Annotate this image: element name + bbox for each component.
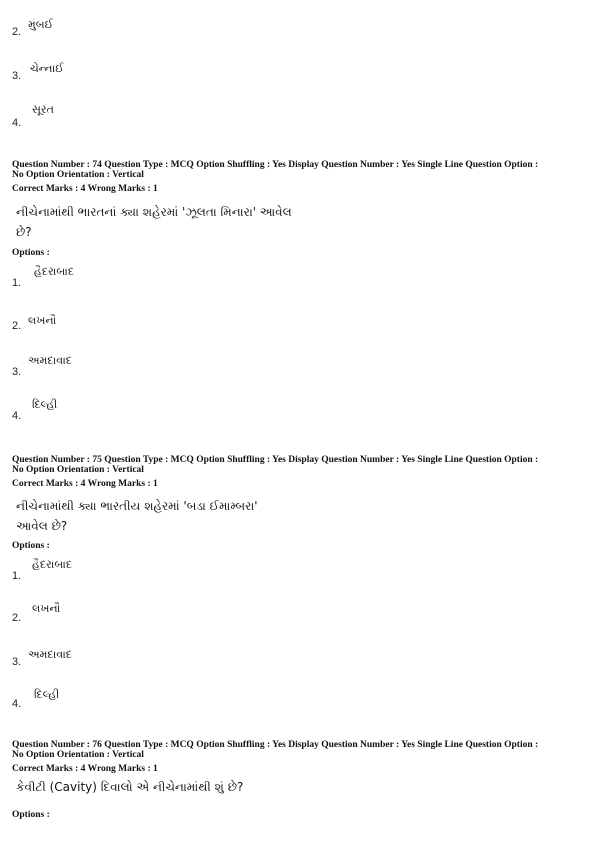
option-text: અમદાવાદ — [28, 648, 72, 661]
option-text: અમદાવાદ — [28, 354, 72, 367]
option-number: 2. — [12, 26, 22, 38]
option-number: 2. — [12, 612, 22, 624]
question-marks: Correct Marks : 4 Wrong Marks : 1 — [12, 764, 158, 774]
option-number: 4. — [12, 698, 22, 710]
option-text: લખનૌ — [28, 314, 57, 327]
option-number: 1. — [12, 277, 22, 289]
option-number: 2. — [12, 320, 22, 332]
question-header: Question Number : 74 Question Type : MCQ Option Shuffling : Yes Display Question Number : Yes Single Line Question Option : — [12, 160, 539, 170]
option-text: દિલ્હી — [32, 398, 58, 411]
option-number: 3. — [12, 656, 22, 668]
question-marks: Correct Marks : 4 Wrong Marks : 1 — [12, 184, 158, 194]
question-text: કેવીટી (Cavity) દિવાલો એ નીચેનામાંથી શું છે? — [16, 780, 244, 794]
question-header: Question Number : 75 Question Type : MCQ Option Shuffling : Yes Display Question Number : Yes Single Line Question Option : — [12, 455, 539, 465]
options-label: Options : — [12, 248, 50, 258]
question-header: Question Number : 76 Question Type : MCQ Option Shuffling : Yes Display Question Number : Yes Single Line Question Option : — [12, 740, 539, 750]
options-label: Options : — [12, 541, 50, 551]
option-number: 3. — [12, 366, 22, 378]
option-number: 3. — [12, 70, 22, 82]
option-text: દિલ્હી — [34, 688, 60, 701]
question-text-cont: છે? — [16, 225, 32, 239]
option-text: હૈદરાબાદ — [32, 558, 73, 571]
question-header-cont: No Option Orientation : Vertical — [12, 465, 144, 475]
option-text: સૂરત — [32, 103, 54, 116]
question-marks: Correct Marks : 4 Wrong Marks : 1 — [12, 479, 158, 489]
option-text: હૈદરાબાદ — [34, 265, 75, 278]
question-text: નીચેનામાંથી ક્યા ભારતીય શહેરમાં 'બડા ઈમામ્બરા' — [16, 499, 258, 513]
option-text: લખનૌ — [32, 602, 61, 615]
option-text: મુંબઈ — [28, 18, 54, 31]
option-number: 4. — [12, 410, 22, 422]
options-label: Options : — [12, 810, 50, 820]
question-text: નીચેનામાંથી ભારતનાં ક્યા શહેરમાં 'ઝૂલતા મિનારા' આવેલ — [16, 205, 292, 219]
question-header-cont: No Option Orientation : Vertical — [12, 750, 144, 760]
option-number: 4. — [12, 117, 22, 129]
option-text: ચેન્નાઈ — [30, 62, 64, 75]
option-number: 1. — [12, 570, 22, 582]
question-header-cont: No Option Orientation : Vertical — [12, 170, 144, 180]
question-text-cont: આવેલ છે? — [16, 519, 68, 533]
